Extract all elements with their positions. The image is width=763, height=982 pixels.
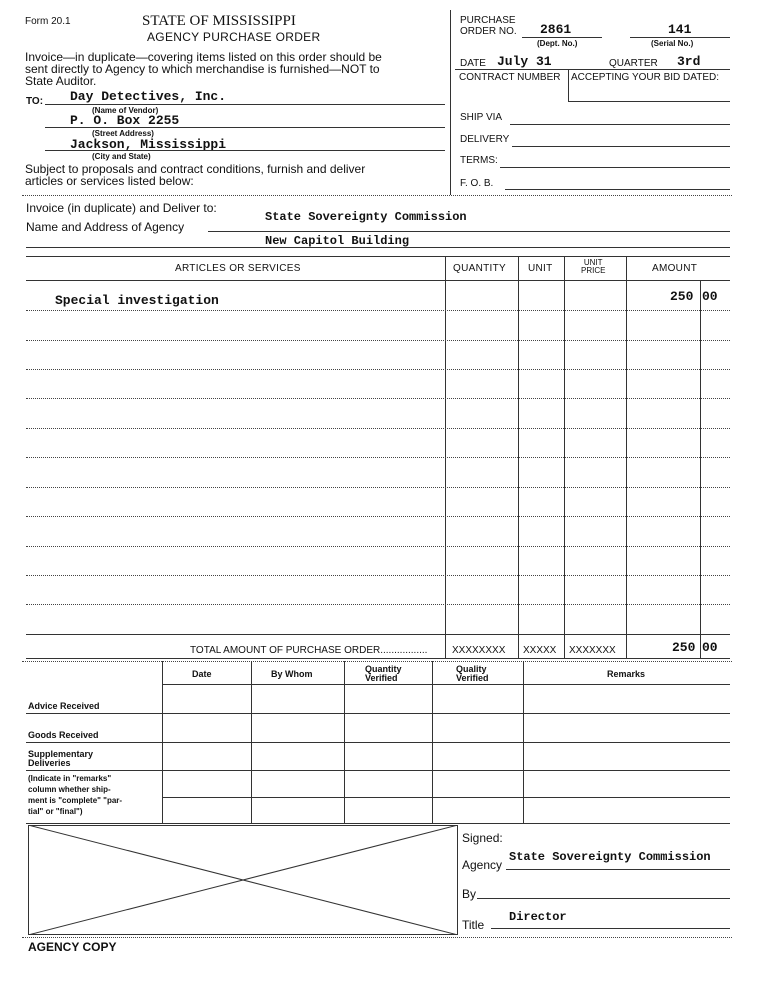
col-articles: ARTICLES OR SERVICES [175,263,301,274]
item-amount-dollars: 250 [670,289,694,304]
agency-line-2: New Capitol Building [265,234,410,248]
total-quantity: XXXXXXXX [452,645,506,656]
agency-copy-label: AGENCY COPY [28,940,117,954]
by-label: By [462,887,477,901]
terms-label: TERMS: [460,155,498,166]
po-label: PURCHASE ORDER NO. [460,15,517,37]
total-amount-dollars: 250 [672,640,696,655]
bid-date-label: ACCEPTING YOUR BID DATED: [571,72,719,83]
dept-label: (Dept. No.) [537,39,578,48]
subject-conditions: Subject to proposals and contract conditions, furnish and deliver articles or services listed below: [25,162,366,188]
form-title: AGENCY PURCHASE ORDER [147,30,321,44]
date-value: July 31 [497,54,552,69]
to-label: TO: [26,96,44,107]
header-divider [450,10,451,195]
receipt-col-by-whom: By Whom [271,669,313,679]
agency-line-1: State Sovereignty Commission [265,210,467,224]
total-unit-price: XXXXXXX [569,645,616,656]
item-article: Special investigation [55,293,219,308]
col-unit: UNIT [528,263,553,274]
receipt-col-date: Date [192,669,212,679]
serial-label: (Serial No.) [651,39,694,48]
agency-signature-value: State Sovereignty Commission [509,850,711,864]
total-amount-cents: 00 [702,640,718,655]
contract-number-label: CONTRACT NUMBER [459,72,561,83]
dept-number: 2861 [540,22,572,37]
serial-number: 141 [668,22,692,37]
total-label: TOTAL AMOUNT OF PURCHASE ORDER................. [190,645,428,656]
deliver-to-label: Invoice (in duplicate) and Deliver to: [26,201,217,215]
seal-placeholder-box [28,825,458,935]
form-number: Form 20.1 [25,16,71,27]
total-unit: XXXXX [523,645,557,656]
vendor-name-label: (Name of Vendor) [92,106,159,115]
supplementary-deliveries-label: Supplementary Deliveries [28,749,94,768]
ship-via-label: SHIP VIA [460,112,503,123]
invoice-instructions: Invoice—in duplicate—covering items listed on this order should be sent directly to Agency to which merchandise is furnished—NOT to State Auditor. [25,50,382,88]
signed-label: Signed: [462,831,503,845]
col-unit-price: UNIT PRICE [581,258,606,275]
remarks-instruction-note: (Indicate in "remarks" column whether ship- ment is "complete" "par- tial" or "final") [28,774,123,816]
state-title: STATE OF MISSISSIPPI [142,13,296,29]
item-amount-cents: 00 [702,289,718,304]
agency-sign-label: Agency [462,858,503,872]
receipt-col-remarks: Remarks [607,669,646,679]
agency-name-label: Name and Address of Agency [26,220,185,234]
vendor-street: P. O. Box 2255 [70,113,180,128]
date-label: DATE [460,58,486,69]
vendor-name: Day Detectives, Inc. [70,89,227,104]
receipt-col-quality-verified: Quality Verified [456,664,489,683]
vendor-street-label: (Street Address) [92,129,154,138]
fob-label: F. O. B. [460,178,494,189]
vendor-city: Jackson, Mississippi [70,137,227,152]
delivery-label: DELIVERY [460,134,510,145]
receipt-col-quantity-verified: Quantity Verified [365,664,402,683]
goods-received-label: Goods Received [28,730,99,740]
advice-received-label: Advice Received [28,701,100,711]
vendor-city-label: (City and State) [92,152,151,161]
quarter-label: QUARTER [609,58,658,69]
col-amount: AMOUNT [652,263,698,274]
col-quantity: QUANTITY [453,263,506,274]
title-label: Title [462,918,485,932]
quarter-value: 3rd [677,54,701,69]
title-value: Director [509,910,567,924]
